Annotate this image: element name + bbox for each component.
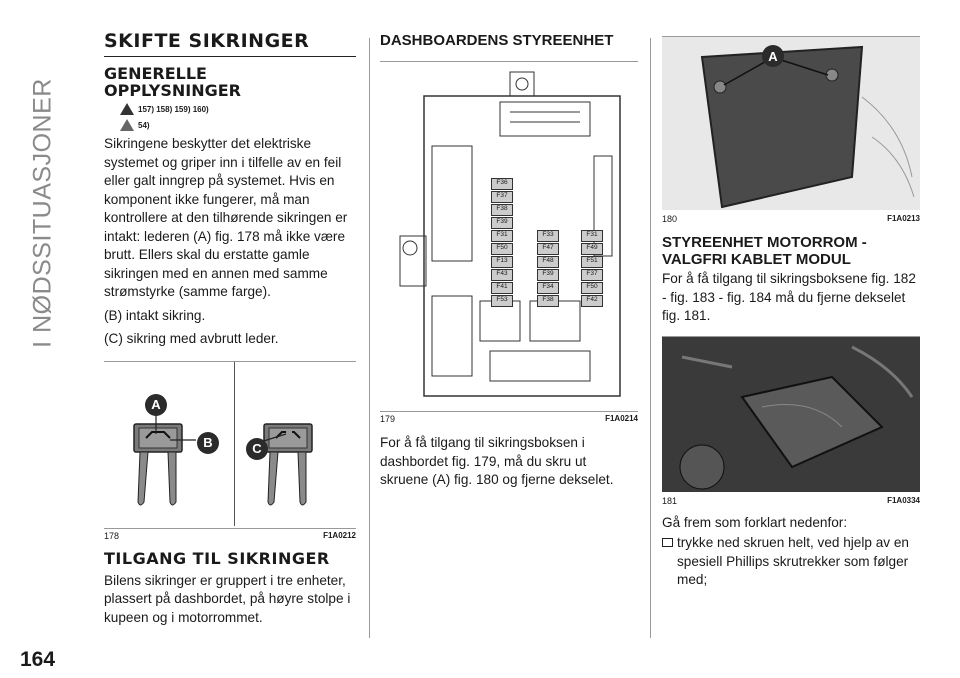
figure-caption	[662, 212, 920, 224]
subsection-title	[104, 65, 356, 99]
section-title: SKIFTE SIKRINGER	[104, 30, 356, 57]
section-title: TILGANG TIL SIKRINGER	[104, 548, 330, 568]
fuse-column-2	[537, 230, 559, 308]
fuse-label: F13	[491, 256, 513, 268]
fuse-label: F31	[581, 230, 603, 242]
fuse-label: F42	[581, 295, 603, 307]
body-text	[104, 572, 356, 628]
paragraph: For å få tilgang til sikringsboksen i dashbordet fig. 179, må du skru ut skruene (A) fig. 180 og fjerne dekselet.	[380, 435, 614, 487]
caution-icon	[120, 119, 134, 131]
figure-code: F1A0213	[887, 214, 920, 223]
subsection-title-line1: GENERELLE	[104, 64, 207, 83]
fuse-label: F49	[581, 243, 603, 255]
fuse-label: F36	[491, 178, 513, 190]
warning-refs	[120, 103, 356, 115]
fuse-label: F37	[491, 191, 513, 203]
body-text	[380, 434, 638, 490]
paragraph: Sikringene beskytter det elektriske systemet og griper inn i tilfelle av en feil eller galt inngrep på systemet. Hvis en komponent ikke fungerer, må man kontrollere at den tilhørende sikringen er intakt: lederen (A) fig. 178 må ikke være brutt. Ellers skal du erstatte gamle sikringen med en annen med samme strømstyrke (samme farge).	[104, 136, 348, 299]
figure-179	[380, 66, 638, 424]
fuse-label: F38	[491, 204, 513, 216]
callout-a: A	[762, 45, 784, 67]
fuse-label: F48	[537, 256, 559, 268]
engine-bay-photo	[662, 337, 920, 492]
warning-icon	[120, 103, 134, 115]
figure-number: 181	[662, 495, 678, 506]
column-3	[662, 30, 920, 590]
body-text	[662, 514, 920, 590]
figure-caption	[380, 411, 638, 424]
callout-a: A	[145, 394, 167, 416]
fuse-column-1	[491, 178, 513, 308]
paragraph: (B) intakt sikring.	[104, 307, 206, 323]
fuse-label: F37	[581, 269, 603, 281]
column-divider	[650, 38, 651, 638]
fuse-label: F39	[491, 217, 513, 229]
fuse-label: F41	[491, 282, 513, 294]
bullet-icon	[662, 538, 673, 547]
column-2	[380, 30, 638, 490]
section-title: STYREENHET MOTORROM - VALGFRI KABLET MODUL	[662, 234, 867, 268]
section-side-tab	[28, 28, 58, 398]
dashboard-cover-illustration	[662, 37, 920, 209]
fuse-label: F50	[581, 282, 603, 294]
section-side-tab-label: I NØDSSITUASJONER	[28, 78, 57, 348]
figure-code: F1A0212	[323, 530, 356, 540]
list-item-text: trykke ned skruen helt, ved hjelp av en spesiell Phillips skrutrekker som følger med;	[677, 535, 909, 587]
figure-number: 179	[380, 414, 396, 424]
caution-refs	[120, 119, 356, 131]
list-item	[662, 534, 920, 590]
paragraph: Gå frem som forklart nedenfor:	[662, 514, 848, 530]
fuse-label: F31	[491, 230, 513, 242]
body-text	[104, 135, 356, 349]
figure-181	[662, 336, 920, 506]
figure-caption	[104, 528, 356, 541]
fuse-label: F43	[491, 269, 513, 281]
callout-c: C	[246, 438, 268, 460]
caution-refs-text: 54)	[138, 120, 150, 130]
section-title: DASHBOARDENS STYREENHET	[380, 32, 638, 62]
fuse-label: F39	[537, 269, 559, 281]
fuse-label: F47	[537, 243, 559, 255]
fuse-label: F34	[537, 282, 559, 294]
page-number: 164	[20, 648, 56, 671]
column-divider	[369, 38, 370, 638]
figure-code: F1A0214	[605, 414, 638, 423]
fuse-label: F53	[491, 295, 513, 307]
fuse-label: F51	[581, 256, 603, 268]
subsection-title-line2: OPPLYSNINGER	[104, 81, 241, 100]
column-1	[104, 30, 356, 627]
fuse-label: F38	[537, 295, 559, 307]
figure-178	[104, 361, 356, 541]
fuse-label: F33	[537, 230, 559, 242]
warning-refs-text: 157) 158) 159) 160)	[138, 104, 209, 114]
figure-caption	[662, 494, 920, 506]
paragraph: Bilens sikringer er gruppert i tre enheter, plassert på dashbordet, på høyre stolpe i kupeen og i motorrommet.	[104, 572, 351, 625]
body-text	[662, 270, 920, 326]
figure-number: 178	[104, 530, 120, 541]
figure-180	[662, 36, 920, 224]
figure-code: F1A0334	[887, 495, 920, 505]
fuse-column-3	[581, 230, 603, 308]
fuse-label: F50	[491, 243, 513, 255]
figure-number: 180	[662, 214, 678, 224]
dashboard-photo	[662, 37, 920, 210]
callout-b: B	[197, 432, 219, 454]
paragraph: For å få tilgang til sikringsboksene fig. 182 - fig. 183 - fig. 184 må du fjerne dekselet fig. 181.	[662, 271, 916, 323]
engine-cover-illustration	[662, 337, 920, 492]
fuse-illustration	[104, 362, 356, 526]
paragraph: (C) sikring med avbrutt leder.	[104, 331, 279, 346]
